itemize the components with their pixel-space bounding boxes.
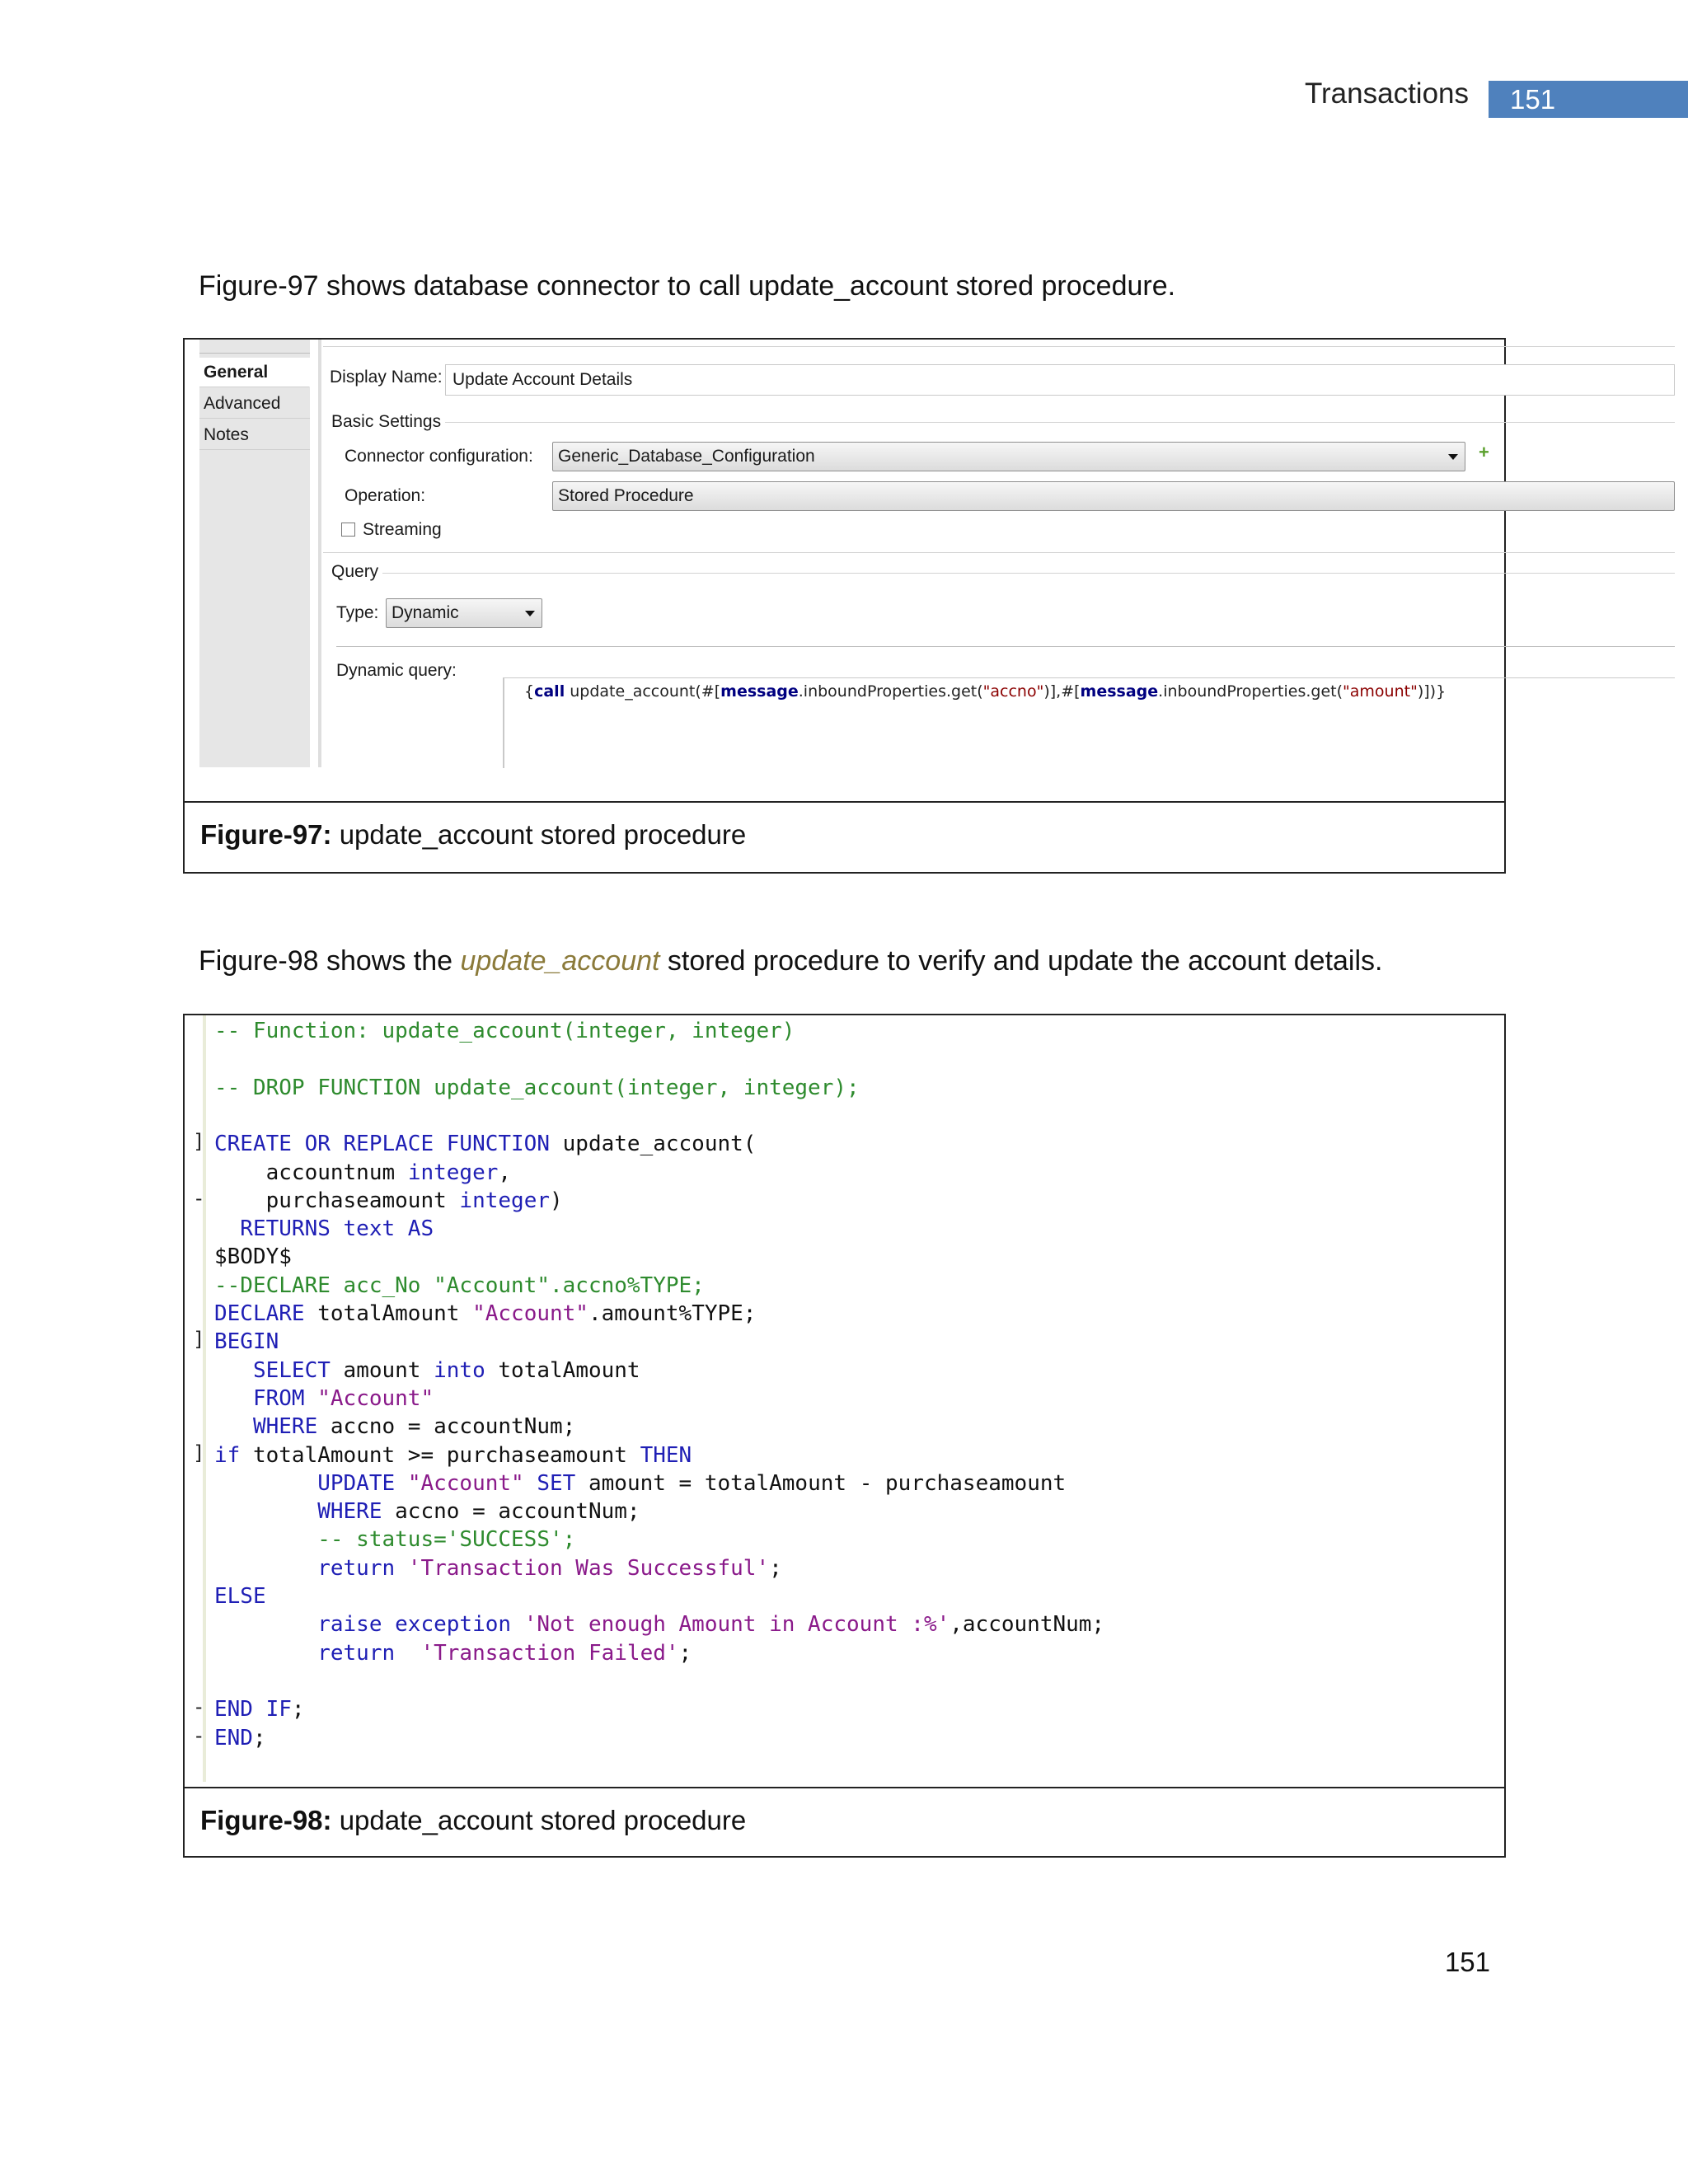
code-token: raise exception	[214, 1612, 512, 1638]
code-token	[395, 1641, 420, 1666]
code-token: accountnum	[214, 1160, 408, 1185]
code-token: SET	[537, 1470, 576, 1496]
operation-select[interactable]	[552, 481, 1675, 511]
code-token: $BODY$	[214, 1244, 292, 1270]
figure-98-caption-label: Figure-98:	[200, 1805, 332, 1835]
nav-tab-advanced[interactable]: Advanced	[199, 389, 310, 419]
code-token: integer	[459, 1188, 550, 1213]
query-heading: Query	[331, 562, 379, 581]
code-token: integer	[407, 1160, 499, 1185]
code-line	[214, 1074, 860, 1102]
fold-marker-icon[interactable]: -	[193, 1186, 205, 1210]
code-token: amount = totalAmount - purchaseamount	[575, 1470, 1067, 1496]
code-token: accno = accountNum;	[317, 1414, 576, 1440]
dynamic-query-text: {call update_account(#[message.inboundProperties.get("accno")],#[message.inboundProperties.get("amount")])}	[524, 682, 1447, 701]
code-token: )	[550, 1188, 563, 1213]
code-line	[214, 1017, 795, 1045]
chevron-down-icon	[1448, 454, 1458, 460]
code-token: -- Function: update_account(integer, integer)	[214, 1019, 795, 1043]
code-token	[305, 1386, 318, 1411]
code-line	[214, 1469, 1066, 1497]
code-token: UPDATE	[214, 1470, 396, 1496]
figure-98-caption-text: update_account stored procedure	[331, 1805, 747, 1835]
code-token	[395, 1556, 408, 1581]
code-line	[214, 1243, 292, 1271]
paragraph-figure-97-intro: Figure-97 shows database connector to call update_account stored procedure.	[199, 270, 1176, 302]
type-label: Type:	[336, 603, 379, 622]
figure-98	[183, 1014, 1506, 1858]
operation-value: Stored Procedure	[558, 486, 694, 505]
code-token: totalAmount	[304, 1301, 473, 1326]
code-token: "Account"	[407, 1470, 524, 1496]
fold-marker-icon[interactable]: ]	[193, 1130, 205, 1154]
connector-configuration-select[interactable]	[552, 442, 1465, 471]
code-line	[214, 1582, 266, 1610]
code-token: return	[214, 1555, 396, 1581]
code-line	[214, 1300, 756, 1328]
code-token: FROM	[214, 1385, 305, 1411]
code-token: SELECT	[214, 1357, 331, 1383]
code-token	[511, 1612, 524, 1637]
figure-97-caption-label: Figure-97:	[200, 819, 332, 850]
code-token: ;	[252, 1725, 266, 1750]
code-token: WHERE	[214, 1414, 318, 1440]
code-token: totalAmount	[485, 1357, 640, 1383]
sql-code-listing	[185, 1015, 1504, 1782]
code-line	[214, 1554, 782, 1582]
fold-marker-icon[interactable]: ]	[193, 1441, 205, 1465]
code-line	[214, 1610, 1104, 1638]
code-line	[214, 1639, 692, 1667]
code-token: ,accountNum;	[950, 1612, 1105, 1638]
code-line	[214, 1130, 756, 1158]
code-token: WHERE	[214, 1499, 382, 1525]
code-token: END	[214, 1725, 253, 1750]
display-name-label: Display Name:	[330, 368, 443, 387]
code-token: accno = accountNum;	[382, 1499, 640, 1525]
code-token: return	[214, 1640, 396, 1666]
code-line	[214, 1695, 305, 1723]
code-line	[214, 1187, 563, 1215]
code-line	[214, 1497, 640, 1526]
panel-divider	[318, 340, 321, 767]
code-token: -- status='SUCCESS';	[214, 1527, 576, 1553]
code-token: ,	[498, 1160, 512, 1185]
connector-configuration-value: Generic_Database_Configuration	[558, 447, 815, 466]
figure-97-caption	[185, 801, 1504, 874]
code-token: "Account"	[317, 1385, 434, 1411]
page-number: 151	[1444, 1947, 1490, 1977]
code-token: CREATE OR REPLACE FUNCTION	[214, 1132, 550, 1157]
streaming-checkbox[interactable]	[341, 523, 355, 537]
code-line	[214, 1385, 434, 1413]
code-token: if	[214, 1442, 241, 1468]
code-token: "Account"	[472, 1301, 588, 1326]
inline-procedure-name: update_account	[460, 945, 660, 977]
display-name-input[interactable]: Update Account Details	[445, 364, 1675, 396]
code-line	[214, 1526, 575, 1554]
code-line	[214, 1357, 640, 1385]
code-token	[395, 1471, 408, 1496]
code-token: into	[434, 1357, 485, 1383]
query-type-select[interactable]	[386, 598, 542, 628]
dynamic-query-label: Dynamic query:	[336, 661, 457, 680]
code-token: purchaseamount	[214, 1188, 460, 1213]
code-token: totalAmount >= purchaseamount	[240, 1442, 640, 1468]
code-token: -- DROP FUNCTION update_account(integer, integer);	[214, 1075, 860, 1100]
code-token: 'Transaction Failed'	[420, 1640, 679, 1666]
code-token: ;	[291, 1697, 305, 1722]
code-token: 'Not enough Amount in Account :%'	[523, 1612, 950, 1638]
connector-properties-screenshot	[185, 340, 1504, 801]
code-token: BEGIN	[214, 1329, 279, 1355]
chevron-down-icon	[525, 611, 535, 616]
running-header-title: Transactions	[1304, 77, 1469, 110]
properties-nav	[199, 340, 310, 767]
code-token: 'Transaction Was Successful'	[407, 1555, 770, 1581]
code-token: END IF	[214, 1697, 292, 1722]
code-token	[524, 1471, 537, 1496]
code-token: ELSE	[214, 1584, 266, 1609]
running-header-page-number: 151	[1489, 81, 1688, 118]
code-token: ;	[769, 1555, 782, 1581]
nav-tab-general[interactable]: General	[199, 358, 310, 387]
code-line	[214, 1215, 434, 1243]
fold-marker-icon[interactable]: -	[193, 1695, 205, 1719]
code-token: THEN	[640, 1442, 692, 1468]
code-line	[214, 1724, 266, 1752]
code-line	[214, 1328, 279, 1356]
figure-98-caption	[185, 1787, 1504, 1858]
code-token: RETURNS text AS	[214, 1216, 434, 1242]
add-connector-icon[interactable]: +	[1479, 442, 1489, 462]
figure-97	[183, 338, 1506, 874]
nav-tab-notes[interactable]: Notes	[199, 420, 310, 450]
figure-97-caption-text: update_account stored procedure	[331, 819, 747, 850]
code-token: ;	[678, 1640, 692, 1666]
streaming-label: Streaming	[363, 520, 442, 539]
operation-label: Operation:	[345, 486, 426, 505]
code-line	[214, 1413, 575, 1441]
code-line	[214, 1441, 692, 1469]
code-line	[214, 1159, 511, 1187]
fold-marker-icon[interactable]: ]	[193, 1328, 205, 1352]
code-line	[214, 1272, 705, 1300]
fold-marker-icon[interactable]: -	[193, 1723, 205, 1747]
query-type-value: Dynamic	[392, 603, 459, 622]
code-token: amount	[330, 1357, 434, 1383]
connector-configuration-label: Connector configuration:	[345, 447, 533, 466]
code-token: update_account(	[550, 1132, 757, 1157]
paragraph-figure-98-intro: Figure-98 shows the update_account stored procedure to verify and update the account details.	[199, 945, 1383, 977]
code-token: .amount%TYPE;	[588, 1301, 757, 1326]
code-token: --DECLARE acc_No "Account".accno%TYPE;	[214, 1272, 705, 1298]
basic-settings-heading: Basic Settings	[331, 412, 442, 431]
code-token: DECLARE	[214, 1301, 305, 1326]
